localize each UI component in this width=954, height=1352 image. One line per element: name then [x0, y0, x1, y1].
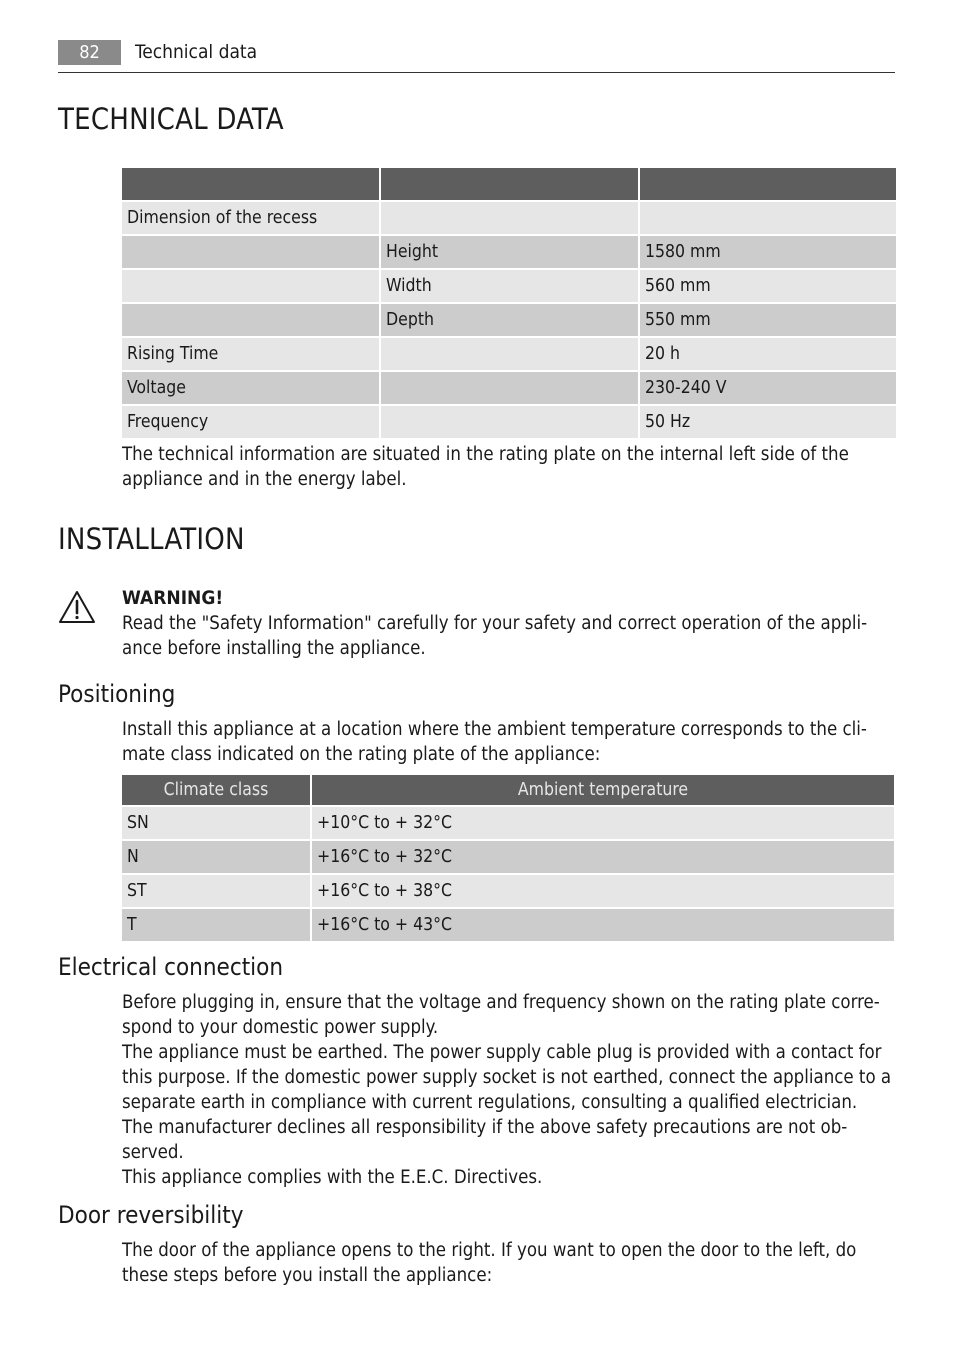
table-cell	[381, 406, 638, 438]
page-header	[58, 40, 895, 73]
table-cell: +16°C to + 38°C	[312, 875, 894, 907]
tech-header-cell	[122, 168, 379, 200]
tech-header-cell	[640, 168, 896, 200]
table-row	[122, 372, 896, 404]
table-row	[122, 875, 894, 907]
technical-data-table	[120, 166, 898, 440]
table-cell: T	[122, 909, 310, 941]
table-row	[122, 270, 896, 302]
table-cell: 20 h	[640, 338, 896, 370]
electrical-connection-heading: Electrical connection	[58, 953, 284, 981]
table-row	[122, 406, 896, 438]
electrical-paragraph: This appliance complies with the E.E.C. Directives.	[122, 1167, 543, 1188]
warning-triangle-icon	[58, 590, 96, 624]
table-cell: Voltage	[122, 372, 379, 404]
table-cell: N	[122, 841, 310, 873]
table-cell: 1580 mm	[640, 236, 896, 268]
positioning-text: Install this appliance at a location where the ambient temperature corresponds to the cli-mate class indicated on the rating plate of the appliance:	[122, 719, 867, 765]
electrical-paragraph: The appliance must be earthed. The power supply cable plug is provided with a contact for this purpose. If the domestic power supply socket is not earthed, connect the appliance to a separate earth in compliance with current regulations, consulting a qualified electrician.	[122, 1042, 892, 1113]
table-cell	[381, 202, 638, 234]
table-cell	[122, 236, 379, 268]
table-cell: 560 mm	[640, 270, 896, 302]
table-cell: Width	[381, 270, 638, 302]
table-row	[122, 236, 896, 268]
warning-text: Read the "Safety Information" carefully for your safety and correct operation of the appli-ance before installing the appliance.	[122, 613, 868, 659]
table-cell	[381, 372, 638, 404]
table-cell: 230-240 V	[640, 372, 896, 404]
table-row	[122, 338, 896, 370]
installation-heading: INSTALLATION	[58, 522, 245, 556]
table-cell: SN	[122, 807, 310, 839]
climate-class-header: Climate class	[122, 775, 310, 805]
table-cell: Height	[381, 236, 638, 268]
technical-data-heading: TECHNICAL DATA	[58, 102, 284, 136]
table-cell	[122, 270, 379, 302]
electrical-paragraph: Before plugging in, ensure that the voltage and frequency shown on the rating plate corre-spond to your domestic power supply.	[122, 992, 880, 1038]
table-row	[122, 807, 894, 839]
table-cell: +10°C to + 32°C	[312, 807, 894, 839]
tech-header-cell	[381, 168, 638, 200]
table-cell: 50 Hz	[640, 406, 896, 438]
table-cell: Rising Time	[122, 338, 379, 370]
positioning-heading: Positioning	[58, 680, 176, 708]
warning-title: WARNING!	[122, 587, 224, 609]
door-reversibility-text: The door of the appliance opens to the right. If you want to open the door to the left, do these steps before you install the appliance:	[122, 1240, 857, 1286]
table-row	[122, 304, 896, 336]
electrical-paragraph: The manufacturer declines all responsibility if the above safety precautions are not ob-served.	[122, 1117, 848, 1163]
table-cell: 550 mm	[640, 304, 896, 336]
table-cell: Dimension of the recess	[122, 202, 379, 234]
table-row	[122, 841, 894, 873]
table-cell: Frequency	[122, 406, 379, 438]
table-cell	[640, 202, 896, 234]
ambient-temperature-header: Ambient temperature	[312, 775, 894, 805]
table-row	[122, 202, 896, 234]
technical-data-note: The technical information are situated in the rating plate on the internal left side of the appliance and in the energy label.	[122, 444, 849, 490]
door-reversibility-heading: Door reversibility	[58, 1201, 244, 1229]
table-cell	[381, 338, 638, 370]
table-cell: ST	[122, 875, 310, 907]
table-cell	[122, 304, 379, 336]
table-cell: +16°C to + 32°C	[312, 841, 894, 873]
table-cell: Depth	[381, 304, 638, 336]
climate-class-table	[120, 773, 896, 943]
table-cell: +16°C to + 43°C	[312, 909, 894, 941]
table-row	[122, 909, 894, 941]
page-number: 82	[58, 40, 121, 65]
header-section-title: Technical data	[135, 41, 258, 63]
